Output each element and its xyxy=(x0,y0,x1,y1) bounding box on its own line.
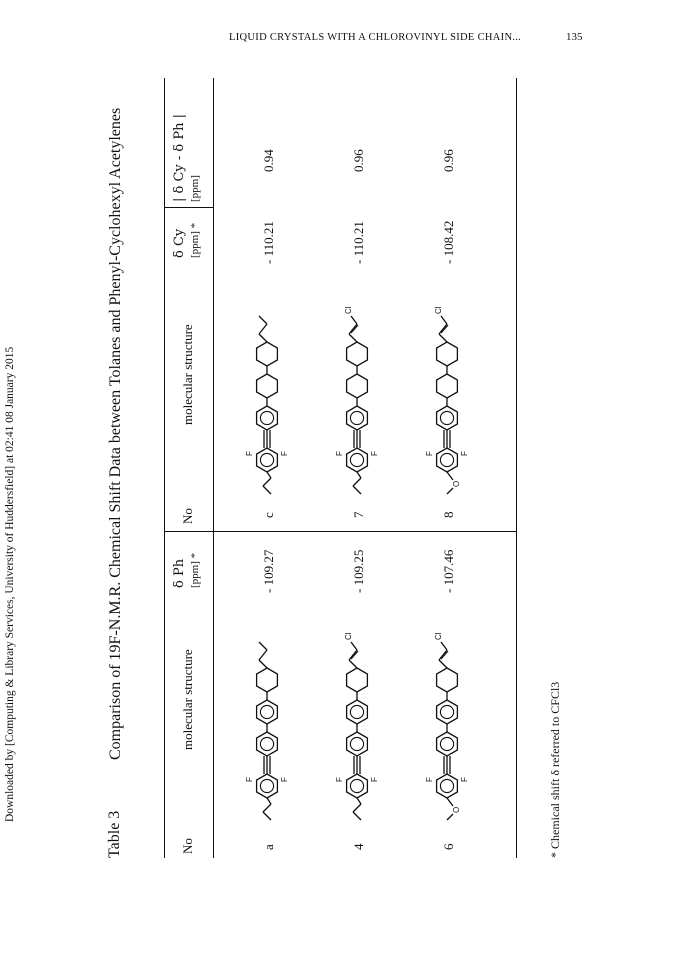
header-no-right: No xyxy=(180,508,195,524)
delta-cy-value: - 110.21 xyxy=(351,221,366,264)
table-footnote: * Chemical shift δ referred to CFCl3 xyxy=(548,681,562,858)
row-no: c xyxy=(261,512,276,518)
svg-text:F: F xyxy=(335,777,344,782)
delta-ph-value: - 109.27 xyxy=(261,549,276,593)
row-no: 7 xyxy=(351,511,366,518)
svg-text:F: F xyxy=(425,777,434,782)
table-bottom-rule xyxy=(516,78,517,858)
rotated-table xyxy=(106,78,566,858)
svg-text:F: F xyxy=(245,777,254,782)
svg-text:F: F xyxy=(460,777,469,782)
delta-ph-value: - 107.46 xyxy=(441,549,456,593)
svg-text:F: F xyxy=(245,451,254,456)
row-no: a xyxy=(261,844,276,850)
difference-value: 0.96 xyxy=(441,149,456,172)
header-delta-ph: δ Ph [ppm] * xyxy=(172,552,201,588)
table-header-rule xyxy=(213,78,214,858)
table-label: Table 3 xyxy=(106,810,123,858)
row-no: 4 xyxy=(351,843,366,850)
table-top-rule xyxy=(164,78,165,858)
svg-text:F: F xyxy=(280,451,289,456)
molecule-structure xyxy=(423,276,467,496)
row-no: 8 xyxy=(441,511,456,518)
svg-text:Cl: Cl xyxy=(434,632,443,640)
delta-ph-value: - 109.25 xyxy=(351,549,366,593)
running-head: LIQUID CRYSTALS WITH A CHLOROVINYL SIDE CHAIN... xyxy=(229,32,522,43)
header-structure-right: molecular structure xyxy=(180,324,195,425)
delta-cy-value: - 108.42 xyxy=(441,220,456,264)
svg-text:F: F xyxy=(280,777,289,782)
svg-text:O: O xyxy=(452,480,461,487)
svg-text:F: F xyxy=(370,451,379,456)
molecule-structure xyxy=(333,602,377,822)
svg-text:O: O xyxy=(452,806,461,813)
header-structure-left: molecular structure xyxy=(180,649,195,750)
molecule-structure xyxy=(423,602,467,822)
svg-text:F: F xyxy=(460,451,469,456)
svg-text:F: F xyxy=(335,451,344,456)
difference-value: 0.94 xyxy=(261,149,276,172)
molecule-structure xyxy=(243,602,287,822)
table-diff-rule xyxy=(164,207,214,208)
download-note: Downloaded by [Computing & Library Services, University of Huddersfield] at 02:41 08 January 2015 xyxy=(4,346,16,822)
difference-value: 0.96 xyxy=(351,149,366,172)
header-delta-cy: δ Cy [ppm] * xyxy=(172,222,201,258)
molecule-structure xyxy=(333,276,377,496)
svg-text:F: F xyxy=(425,451,434,456)
svg-text:F: F xyxy=(370,777,379,782)
delta-cy-value: - 110.21 xyxy=(261,221,276,264)
svg-text:Cl: Cl xyxy=(344,632,353,640)
svg-text:Cl: Cl xyxy=(434,306,443,314)
header-no-left: No xyxy=(180,838,195,854)
row-no: 6 xyxy=(441,843,456,850)
table-title: Comparison of 19F-N.M.R. Chemical Shift Data between Tolanes and Phenyl-Cyclohexyl Acetylenes xyxy=(107,107,124,760)
svg-text:Cl: Cl xyxy=(344,306,353,314)
molecule-structure xyxy=(243,276,287,496)
header-difference: | δ Cy - δ Ph | [ppm] xyxy=(172,113,201,202)
page-number: 135 xyxy=(566,31,583,43)
table-split-rule xyxy=(164,531,516,532)
